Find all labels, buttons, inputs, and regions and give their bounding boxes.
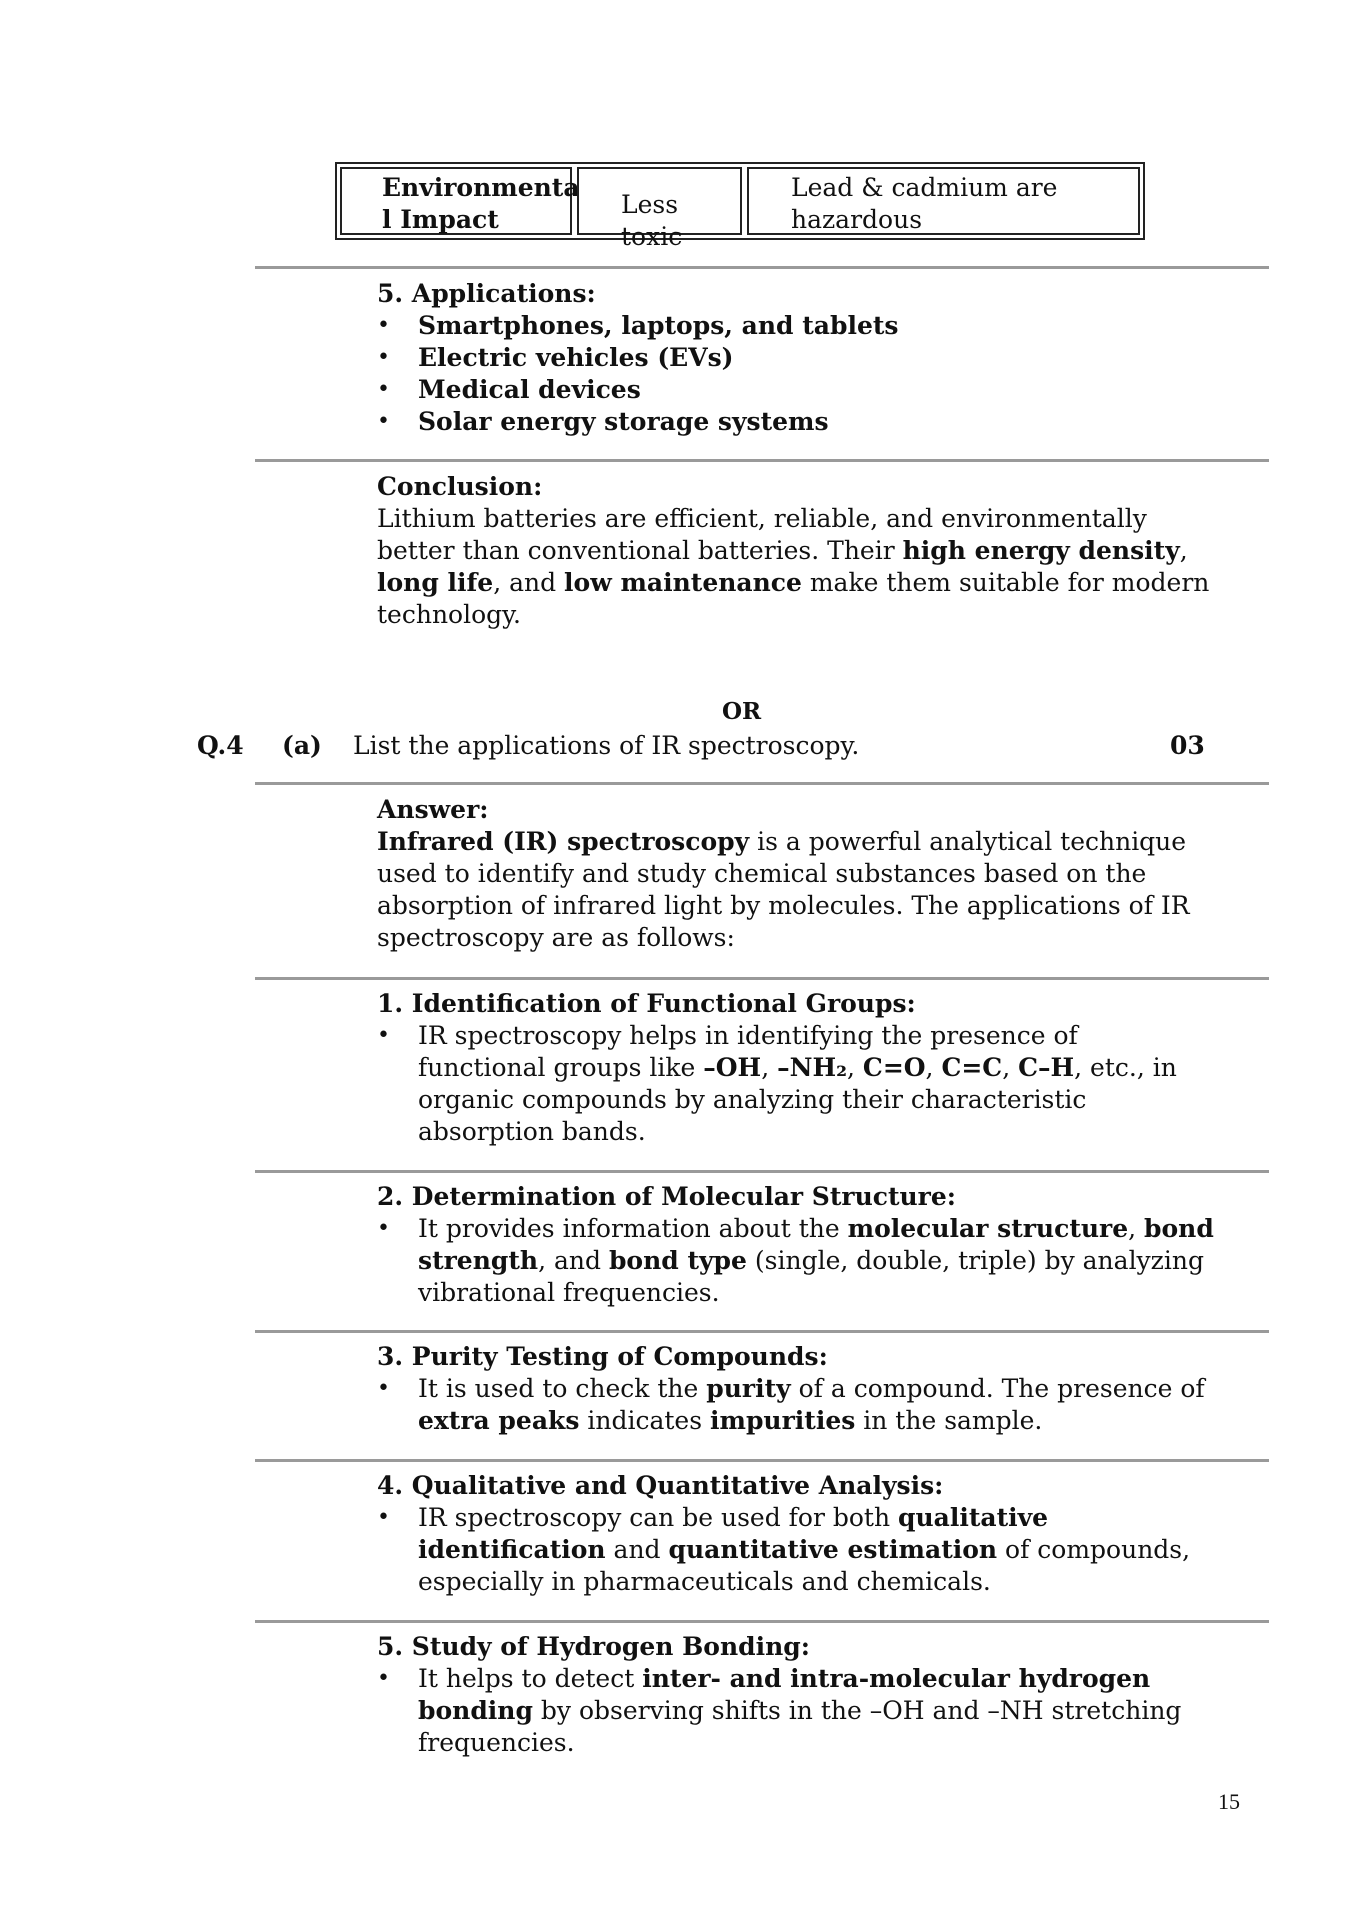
conclusion-line: better than conventional batteries. Their high energy density, [377, 536, 1188, 565]
bullet-icon: • [377, 1376, 390, 1401]
conclusion-line: long life, and low maintenance make them suitable for modern [377, 568, 1210, 597]
answer-line: Infrared (IR) spectroscopy is a powerful analytical technique [377, 827, 1187, 856]
answer-line: absorption of infrared light by molecules. The applications of IR [377, 891, 1190, 920]
question-number: Q.4 [197, 731, 244, 760]
section-heading: 2. Determination of Molecular Structure: [377, 1182, 956, 1211]
divider [255, 1330, 1269, 1333]
section-line: organic compounds by analyzing their characteristic [418, 1085, 1087, 1114]
conclusion-heading: Conclusion: [377, 472, 543, 501]
conclusion-line: technology. [377, 600, 521, 629]
table-cell-parameter [340, 167, 580, 235]
section-heading: 3. Purity Testing of Compounds: [377, 1342, 828, 1371]
section-line: It helps to detect inter- and intra-molecular hydrogen [418, 1664, 1151, 1693]
table-cell-conventional-line2: hazardous [791, 205, 923, 234]
section-line: frequencies. [418, 1728, 575, 1757]
bullet-icon: • [377, 1505, 390, 1530]
section-line: extra peaks indicates impurities in the sample. [418, 1406, 1043, 1435]
answer-heading: Answer: [377, 795, 489, 824]
applications-heading: 5. Applications: [377, 279, 596, 308]
section-line: vibrational frequencies. [418, 1278, 720, 1307]
section-heading: 5. Study of Hydrogen Bonding: [377, 1632, 811, 1661]
section-line: It is used to check the purity of a compound. The presence of [418, 1374, 1205, 1403]
bullet-icon: • [377, 313, 390, 338]
page-number: 15 [1218, 1789, 1240, 1814]
section-line: It provides information about the molecular structure, bond [418, 1214, 1214, 1243]
section-line: strength, and bond type (single, double, triple) by analyzing [418, 1246, 1204, 1275]
table-cell-parameter-line1: Environmenta [382, 173, 580, 202]
bullet-icon: • [377, 1023, 390, 1048]
section-line: bonding by observing shifts in the –OH and –NH stretching [418, 1696, 1182, 1725]
comparison-table-row [335, 162, 1145, 251]
divider [255, 266, 1269, 269]
table-cell-conventional [747, 167, 1140, 235]
applications-item: Smartphones, laptops, and tablets [418, 311, 899, 340]
section-line: IR spectroscopy helps in identifying the presence of [418, 1021, 1078, 1050]
section-line: functional groups like –OH, –NH₂, C=O, C=C, C–H, etc., in [418, 1053, 1177, 1082]
question-marks: 03 [1170, 731, 1205, 760]
bullet-icon: • [377, 377, 390, 402]
answer-line: spectroscopy are as follows: [377, 923, 735, 952]
section-line: absorption bands. [418, 1117, 646, 1146]
or-separator: OR [722, 698, 762, 725]
bullet-icon: • [377, 1216, 390, 1241]
applications-item: Solar energy storage systems [418, 407, 829, 436]
table-cell-parameter-line2: l Impact [382, 205, 499, 234]
table-cell-lithium [577, 167, 742, 251]
divider [255, 1459, 1269, 1462]
conclusion-line: Lithium batteries are efficient, reliable, and environmentally [377, 504, 1147, 533]
question-part: (a) [282, 731, 322, 760]
section-line: identification and quantitative estimation of compounds, [418, 1535, 1191, 1564]
table-cell-conventional-line1: Lead & cadmium are [791, 173, 1058, 202]
question-text: List the applications of IR spectroscopy. [353, 731, 860, 760]
answer-line: used to identify and study chemical substances based on the [377, 859, 1147, 888]
divider [255, 1170, 1269, 1173]
table-cell-lithium-text: Less toxic [621, 190, 683, 251]
section-line: especially in pharmaceuticals and chemicals. [418, 1567, 991, 1596]
section-heading: 1. Identification of Functional Groups: [377, 989, 916, 1018]
divider [255, 977, 1269, 980]
section-line: IR spectroscopy can be used for both qualitative [418, 1503, 1049, 1532]
divider [255, 1620, 1269, 1623]
divider [255, 782, 1269, 785]
bullet-icon: • [377, 1666, 390, 1691]
applications-item: Medical devices [418, 375, 641, 404]
applications-item: Electric vehicles (EVs) [418, 343, 734, 372]
bullet-icon: • [377, 345, 390, 370]
bullet-icon: • [377, 409, 390, 434]
divider [255, 459, 1269, 462]
section-heading: 4. Qualitative and Quantitative Analysis: [377, 1471, 944, 1500]
